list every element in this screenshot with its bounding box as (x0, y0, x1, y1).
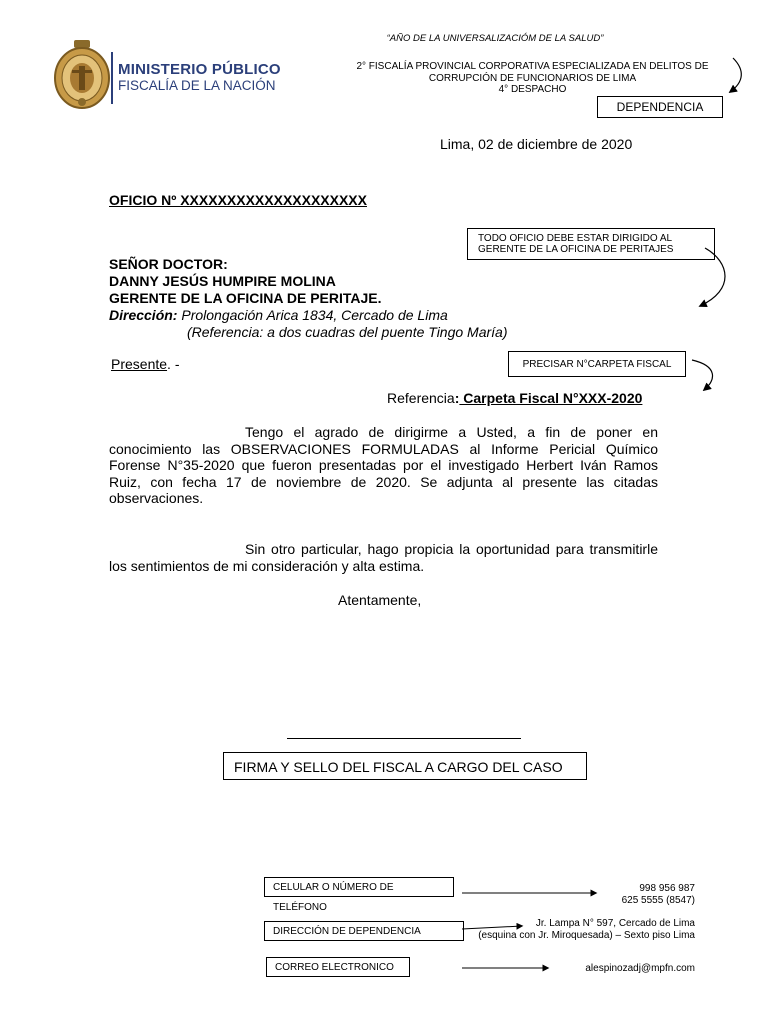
dependency-address-2: (esquina con Jr. Miroquesada) – Sexto piso Lima (478, 930, 695, 941)
note-precisar-carpeta: PRECISAR N°CARPETA FISCAL (508, 351, 686, 377)
addressee-title: GERENTE DE LA OFICINA DE PERITAJE. (109, 290, 382, 306)
referencia-label: Referencia (387, 390, 455, 406)
email-value: alespinozadj@mpfn.com (585, 963, 695, 974)
dependency-address-values (440, 918, 695, 942)
referencia-value: Carpeta Fiscal N°XXX-2020 (459, 390, 643, 406)
body-paragraph-1 (109, 424, 658, 507)
referencia-colon: : (454, 390, 460, 406)
email-label-box: CORREO ELECTRONICO (266, 957, 410, 977)
arrow-curve-precisar-icon (692, 360, 713, 390)
note-todo-oficio-line-2: GERENTE DE LA OFICINA DE PERITAJES (478, 244, 674, 255)
address-reference: (Referencia: a dos cuadras del puente Tingo María) (187, 324, 508, 340)
phone-value-2: 625 5555 (8547) (621, 895, 695, 906)
salutation: SEÑOR DOCTOR: (109, 256, 228, 272)
addressee-name: DANNY JESÚS HUMPIRE MOLINA (109, 273, 336, 289)
closing: Atentamente, (338, 592, 422, 608)
office-line-1: 2° FISCALÍA PROVINCIAL CORPORATIVA ESPECIALIZADA EN DELITOS DE (356, 61, 709, 72)
phone-value-1: 998 956 987 (639, 883, 695, 894)
phone-values (560, 883, 695, 907)
dependencia-label-box: DEPENDENCIA (597, 96, 723, 118)
office-heading (330, 61, 735, 96)
office-line-2: CORRUPCIÓN DE FUNCIONARIOS DE LIMA (428, 72, 637, 84)
addressee-block (109, 256, 508, 341)
office-line-3: 4° DESPACHO (498, 84, 567, 95)
signature-line (287, 738, 521, 739)
org-line-2: FISCALÍA DE LA NACIÓN (118, 78, 276, 93)
presente-word: Presente (111, 356, 168, 372)
coat-of-arms-seal-icon (52, 40, 112, 110)
body-paragraph-1-text: Tengo el agrado de dirigirme a Usted, a fin de poner en conocimiento las OBSERVACIONES FORMULADAS al Informe Pericial Químico Forense N°35-2020 que fueron presentadas por el investigado Herbert Iván Ramos Ruiz, con fecha 17 de noviembre de 2020. Se adjunta al presente las citadas observaciones. (109, 424, 658, 506)
body-paragraph-2-text: Sin otro particular, hago propicia la oportunidad para transmitirle los sentimientos de mi consideración y alta estima. (109, 541, 658, 574)
addressee-address (109, 307, 508, 324)
body-paragraph-2 (109, 541, 658, 574)
presente-line (111, 356, 180, 372)
signature-box: FIRMA Y SELLO DEL FISCAL A CARGO DEL CASO (223, 752, 587, 780)
oficio-number: OFICIO Nº XXXXXXXXXXXXXXXXXXXX (109, 192, 367, 208)
letter-date: Lima, 02 de diciembre de 2020 (440, 136, 633, 152)
logo-divider (111, 52, 113, 104)
org-line-1: MINISTERIO PÚBLICO (118, 61, 281, 78)
direccion-label: Dirección: (109, 307, 178, 323)
presente-suffix: . - (167, 356, 180, 372)
direccion-value: Prolongación Arica 1834, Cercado de Lima (177, 307, 448, 323)
dependency-address-label-box: DIRECCIÓN DE DEPENDENCIA (264, 921, 464, 941)
phone-label-box: CELULAR O NÚMERO DE TELÉFONO (264, 877, 454, 897)
year-motto: “AÑO DE LA UNIVERSALIZACIÓM DE LA SALUD” (386, 33, 604, 44)
referencia-line (387, 390, 642, 406)
dependency-address-1: Jr. Lampa N° 597, Cercado de Lima (535, 918, 695, 929)
organization-name (118, 62, 281, 93)
note-todo-oficio-line-1: TODO OFICIO DEBE ESTAR DIRIGIDO AL (478, 233, 673, 244)
